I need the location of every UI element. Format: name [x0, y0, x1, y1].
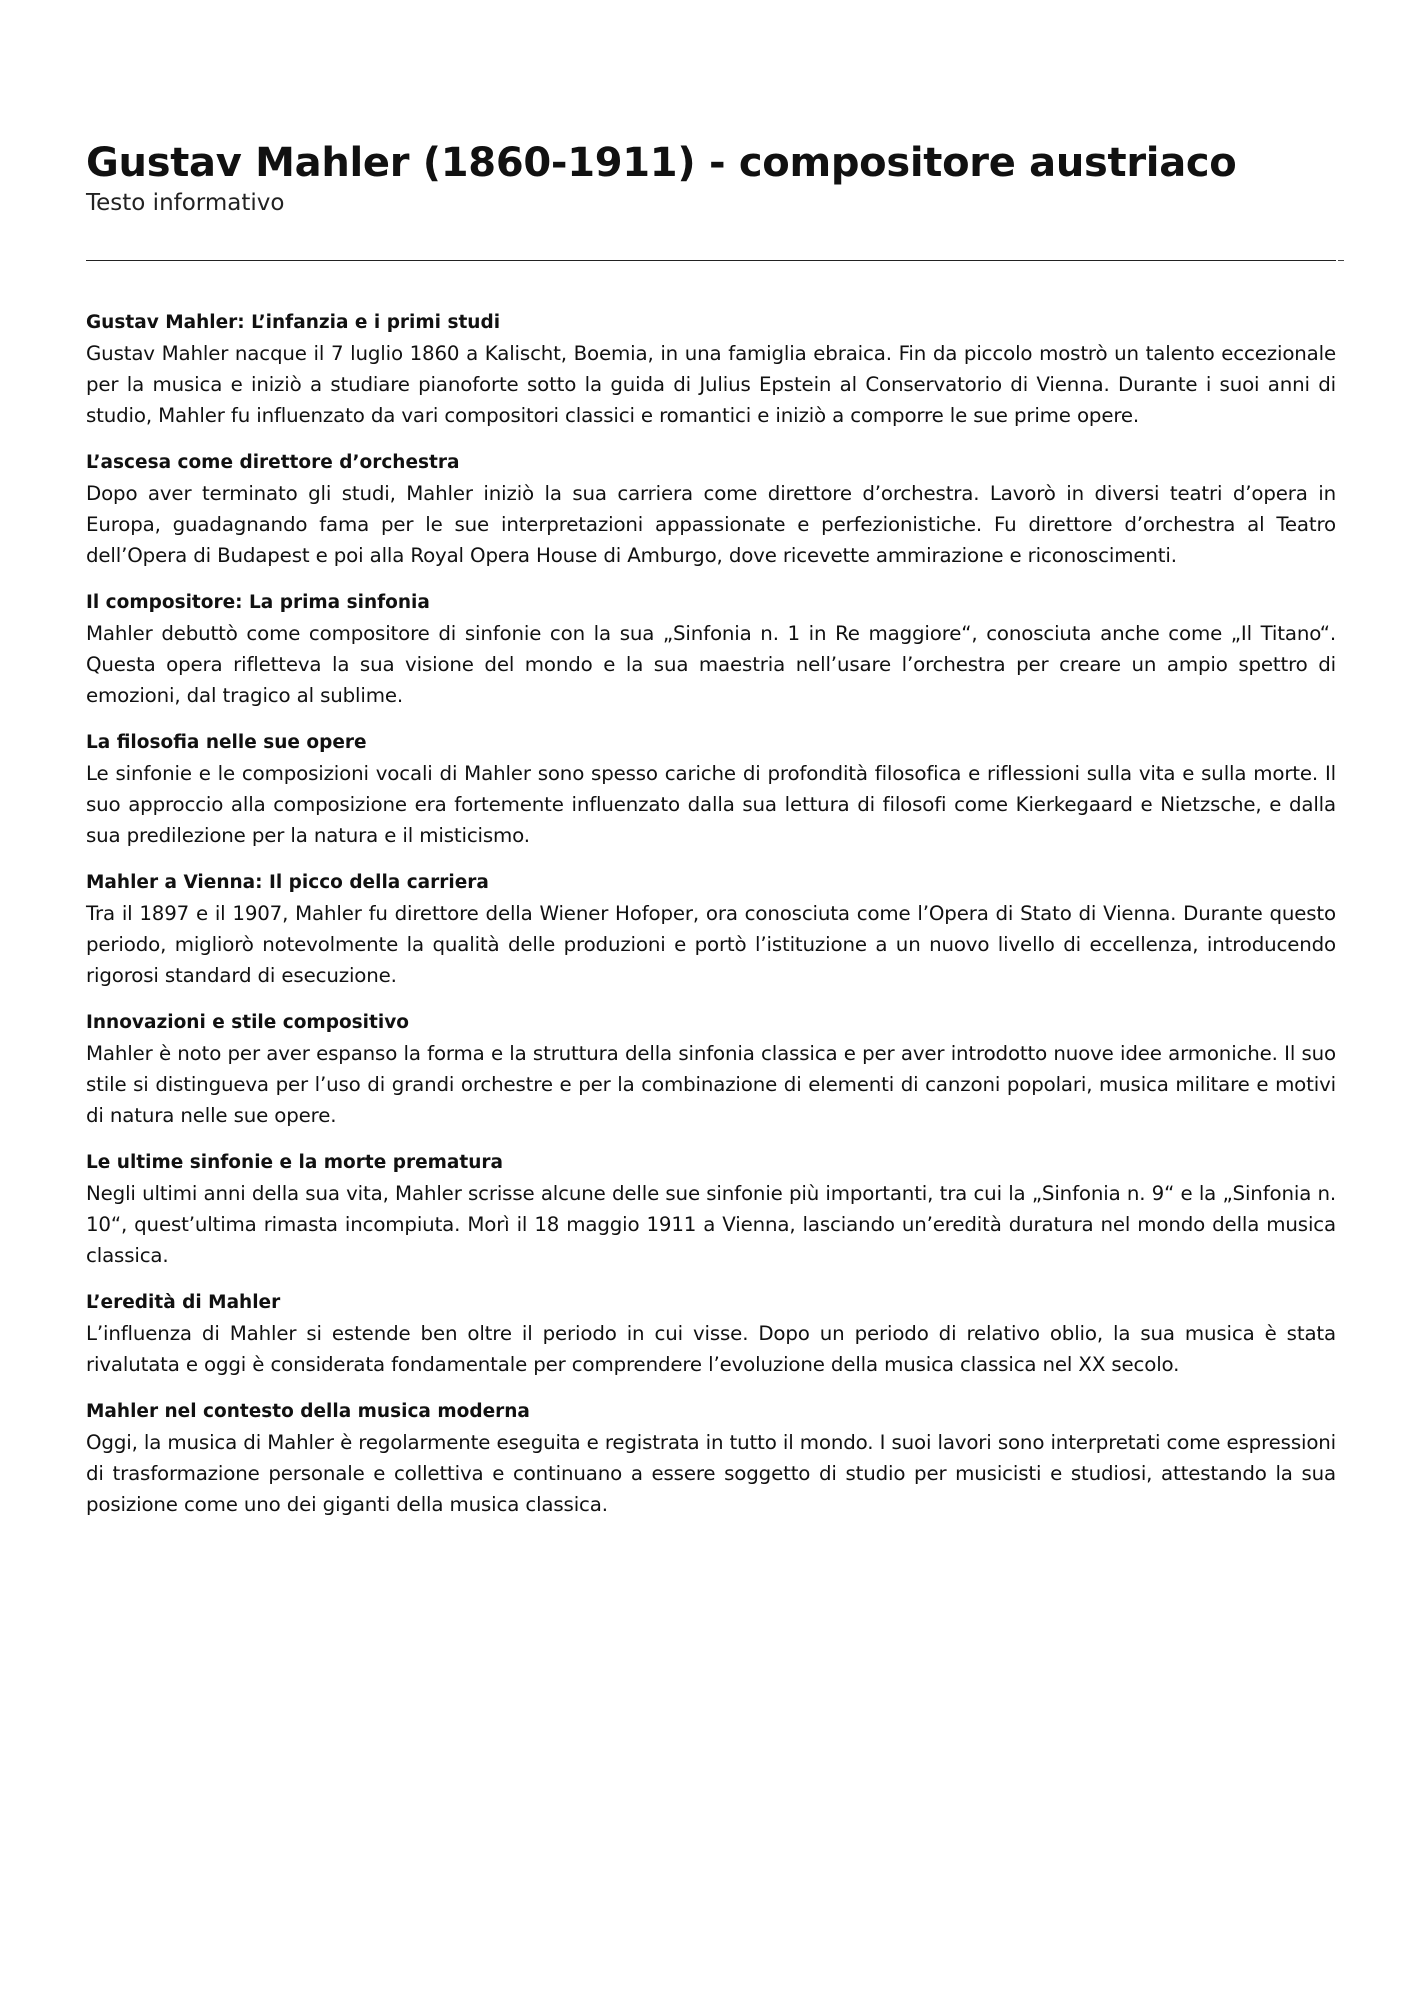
- section-direttore: [86, 447, 1336, 571]
- section-body: Oggi, la musica di Mahler è regolarmente eseguita e registrata in tutto il mondo. I suoi lavori sono interpretati come espressioni di trasformazione personale e collettiva e continuano a essere soggetto di studio per musicisti e studiosi, attestando la sua posizione come uno dei giganti della musica classica.: [86, 1431, 1336, 1516]
- section-body: Negli ultimi anni della sua vita, Mahler scrisse alcune delle sue sinfonie più importanti, tra cui la „Sinfonia n. 9“ e la „Sinfonia n. 10“, quest’ultima rimasta incompiuta. Morì il 18 maggio 1911 a Vienna, lasciando un’eredità duratura nel mondo della musica classica.: [86, 1182, 1336, 1267]
- section-heading: Innovazioni e stile compositivo: [86, 1012, 409, 1033]
- section-body: Tra il 1897 e il 1907, Mahler fu direttore della Wiener Hofoper, ora conosciuta come l’Opera di Stato di Vienna. Durante questo periodo, migliorò notevolmente la qualità delle produzioni e portò l’istituzione a un nuovo livello di eccellenza, introducendo rigorosi standard di esecuzione.: [86, 902, 1336, 987]
- section-body: L’influenza di Mahler si estende ben oltre il periodo in cui visse. Dopo un periodo di relativo oblio, la sua musica è stata rivalutata e oggi è considerata fondamentale per comprendere l’evoluzione della musica classica nel XX secolo.: [86, 1322, 1336, 1376]
- section-heading: La filosofia nelle sue opere: [86, 732, 367, 753]
- section-heading: Mahler a Vienna: Il picco della carriera: [86, 872, 489, 893]
- section-body: Mahler è noto per aver espanso la forma e la struttura della sinfonia classica e per aver introdotto nuove idee armoniche. Il suo stile si distingueva per l’uso di grandi orchestre e per la combinazione di elementi di canzoni popolari, musica militare e motivi di natura nelle sue opere.: [86, 1042, 1336, 1127]
- section-innovazioni: [86, 1007, 1336, 1131]
- section-heading: L’ascesa come direttore d’orchestra: [86, 452, 460, 473]
- section-heading: L’eredità di Mahler: [86, 1292, 281, 1313]
- document-content: [86, 307, 1336, 1520]
- page-subtitle: Testo informativo: [86, 190, 285, 216]
- header-divider: [86, 260, 1336, 261]
- section-body: Le sinfonie e le composizioni vocali di Mahler sono spesso cariche di profondità filosofica e riflessioni sulla vita e sulla morte. Il suo approccio alla composizione era fortemente influenzato dalla sua lettura di filosofi come Kierkegaard e Nietzsche, e dalla sua predilezione per la natura e il misticismo.: [86, 762, 1336, 847]
- document-page: [86, 138, 1336, 1536]
- section-body: Dopo aver terminato gli studi, Mahler iniziò la sua carriera come direttore d’orchestra. Lavorò in diversi teatri d’opera in Europa, guadagnando fama per le sue interpretazioni appassionate e perfezionistiche. Fu direttore d’orchestra al Teatro dell’Opera di Budapest e poi alla Royal Opera House di Amburgo, dove ricevette ammirazione e riconoscimenti.: [86, 482, 1336, 567]
- section-vienna: [86, 867, 1336, 991]
- page-title: Gustav Mahler (1860-1911) - compositore austriaco: [86, 140, 1237, 186]
- section-body: Gustav Mahler nacque il 7 luglio 1860 a Kalischt, Boemia, in una famiglia ebraica. Fin da piccolo mostrò un talento eccezionale per la musica e iniziò a studiare pianoforte sotto la guida di Julius Epstein al Conservatorio di Vienna. Durante i suoi anni di studio, Mahler fu influenzato da vari compositori classici e romantici e iniziò a comporre le sue prime opere.: [86, 342, 1336, 427]
- section-eredita: [86, 1287, 1336, 1380]
- section-ultime-sinfonie: [86, 1147, 1336, 1271]
- section-heading: Mahler nel contesto della musica moderna: [86, 1401, 530, 1422]
- section-heading: Le ultime sinfonie e la morte prematura: [86, 1152, 504, 1173]
- section-body: Mahler debuttò come compositore di sinfonie con la sua „Sinfonia n. 1 in Re maggiore“, conosciuta anche come „Il Titano“. Questa opera rifletteva la sua visione del mondo e la sua maestria nell’usare l’orchestra per creare un ampio spettro di emozioni, dal tragico al sublime.: [86, 622, 1336, 707]
- section-infanzia: [86, 307, 1336, 431]
- section-prima-sinfonia: [86, 587, 1336, 711]
- section-musica-moderna: [86, 1396, 1336, 1520]
- section-filosofia: [86, 727, 1336, 851]
- section-heading: Il compositore: La prima sinfonia: [86, 592, 430, 613]
- section-heading: Gustav Mahler: L’infanzia e i primi studi: [86, 312, 501, 333]
